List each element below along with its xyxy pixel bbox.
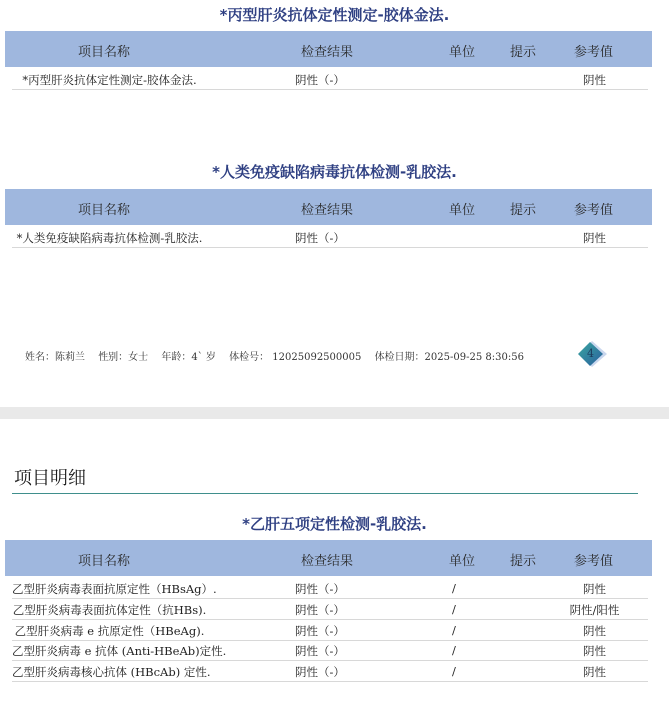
table-row xyxy=(12,640,648,661)
col-ref: 参考值 xyxy=(574,45,614,60)
col-result: 检查结果 xyxy=(301,45,354,60)
row-result: 阴性（-） xyxy=(295,665,345,679)
footer-exam-date: 体检日期：2025-09-25 8:30:56 xyxy=(374,352,524,363)
table-header-hcv xyxy=(5,31,652,67)
table-header-hbv xyxy=(5,540,652,576)
col-ref: 参考值 xyxy=(574,554,614,569)
row-result: 阴性（-） xyxy=(295,582,345,596)
row-ref: 阴性 xyxy=(583,231,606,245)
page-footer xyxy=(25,348,534,363)
row-ref: 阴性 xyxy=(583,73,606,87)
row-name: 乙型肝炎病毒表面抗原定性（HBsAg）. xyxy=(12,582,217,596)
col-ref: 参考值 xyxy=(574,203,614,218)
page-number: 4 xyxy=(587,347,594,360)
table-row xyxy=(12,599,648,620)
footer-age: 年龄：4` 岁 xyxy=(161,352,216,363)
detail-divider xyxy=(12,493,638,494)
col-name: 项目名称 xyxy=(78,203,131,218)
table-header-hiv xyxy=(5,189,652,225)
table-row xyxy=(12,661,648,682)
row-ref: 阴性/阳性 xyxy=(569,603,620,617)
section-title-hcv: *丙型肝炎抗体定性测定-胶体金法. xyxy=(219,6,450,24)
table-row xyxy=(12,578,648,599)
row-ref: 阴性 xyxy=(583,582,606,596)
table-row xyxy=(12,620,648,641)
col-unit: 单位 xyxy=(449,203,476,218)
col-result: 检查结果 xyxy=(301,554,354,569)
footer-gender: 性别：女士 xyxy=(98,352,149,363)
row-result: 阴性（-） xyxy=(295,231,345,245)
col-name: 项目名称 xyxy=(78,45,131,60)
col-tip: 提示 xyxy=(510,554,537,569)
row-unit: / xyxy=(452,664,456,678)
row-result: 阴性（-） xyxy=(295,644,345,658)
row-unit: / xyxy=(452,602,456,616)
detail-heading: 项目明细 xyxy=(14,468,86,489)
row-name: *人类免疫缺陷病毒抗体检测-乳胶法. xyxy=(16,231,203,245)
row-name: 乙型肝炎病毒 e 抗原定性（HBeAg). xyxy=(14,624,205,638)
row-result: 阴性（-） xyxy=(295,603,345,617)
row-ref: 阴性 xyxy=(583,665,606,679)
row-result: 阴性（-） xyxy=(295,624,345,638)
row-name: 乙型肝炎病毒表面抗体定性（抗HBs). xyxy=(12,603,207,617)
col-unit: 单位 xyxy=(449,45,476,60)
page-separator xyxy=(0,407,669,419)
row-name: 乙型肝炎病毒 e 抗体 (Anti-HBeAb)定性. xyxy=(12,644,227,658)
footer-exam-no: 体检号： 12025092500005 xyxy=(229,352,362,363)
table-row xyxy=(12,69,648,90)
col-unit: 单位 xyxy=(449,554,476,569)
col-result: 检查结果 xyxy=(301,203,354,218)
section-title-hbv: *乙肝五项定性检测-乳胶法. xyxy=(242,515,427,533)
row-unit: / xyxy=(452,581,456,595)
row-unit: / xyxy=(452,643,456,657)
table-row xyxy=(12,227,648,248)
section-title-hiv: *人类免疫缺陷病毒抗体检测-乳胶法. xyxy=(212,163,457,181)
row-name: 乙型肝炎病毒核心抗体 (HBcAb) 定性. xyxy=(12,665,211,679)
row-ref: 阴性 xyxy=(583,644,606,658)
col-tip: 提示 xyxy=(510,45,537,60)
footer-name: 姓名：陈莉兰 xyxy=(25,352,85,363)
row-ref: 阴性 xyxy=(583,624,606,638)
col-tip: 提示 xyxy=(510,203,537,218)
row-name: *丙型肝炎抗体定性测定-胶体金法. xyxy=(22,73,197,87)
row-result: 阴性（-） xyxy=(295,73,345,87)
row-unit: / xyxy=(452,623,456,637)
col-name: 项目名称 xyxy=(78,554,131,569)
